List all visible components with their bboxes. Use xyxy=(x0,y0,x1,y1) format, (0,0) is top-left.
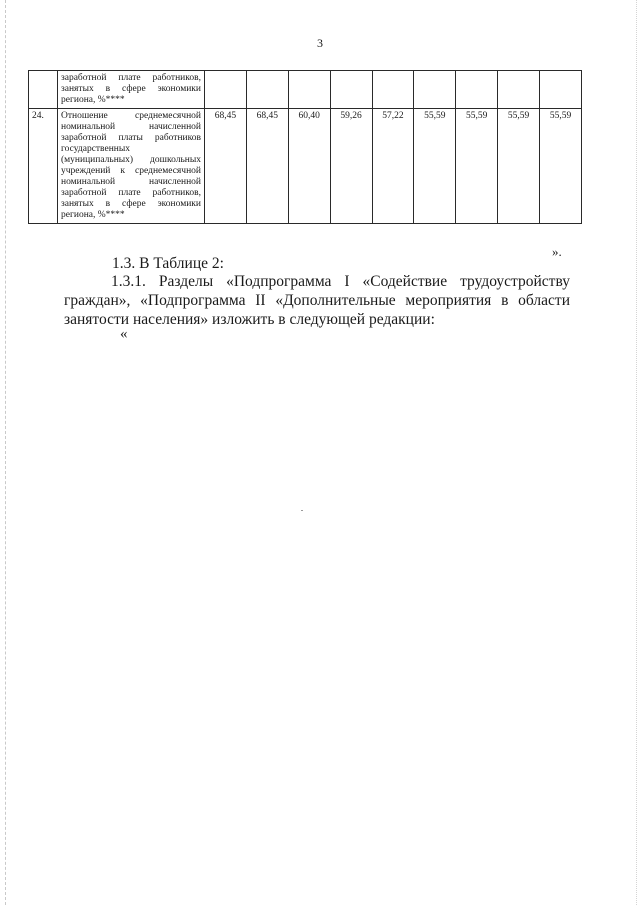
value-cell xyxy=(540,71,582,109)
section-heading-1-3: 1.3. В Таблице 2: xyxy=(112,255,224,272)
value-cell xyxy=(498,71,540,109)
value-cell: 68,45 xyxy=(205,109,247,224)
value-cell xyxy=(372,71,414,109)
page-number: 3 xyxy=(317,36,323,50)
value-cell xyxy=(205,71,247,109)
value-cell: 57,22 xyxy=(372,109,414,224)
value-cell xyxy=(456,71,498,109)
table-row xyxy=(29,109,582,224)
scan-edge-right xyxy=(636,0,638,905)
opening-quote: « xyxy=(120,326,128,342)
value-cell: 60,40 xyxy=(288,109,330,224)
value-cell: 59,26 xyxy=(330,109,372,224)
indicator-name-cell: Отношение среднемесячной номинальной начисленной заработной платы работников государственных (муниципальных) дошкольных учреждений к среднемесячной номинальной начисленной заработной плате работников, занятых в сфере экономики региона, %**** xyxy=(58,109,205,224)
row-number-cell xyxy=(29,71,58,109)
value-cell xyxy=(414,71,456,109)
value-cell: 55,59 xyxy=(414,109,456,224)
value-cell xyxy=(288,71,330,109)
value-cell: 55,59 xyxy=(540,109,582,224)
paragraph-line: 1.3.1. Разделы «Подпрограмма I «Содействие трудоустройству xyxy=(111,273,570,290)
value-cell xyxy=(246,71,288,109)
value-cell: 55,59 xyxy=(456,109,498,224)
scan-speck xyxy=(301,510,303,511)
paragraph-line: занятости населения» изложить в следующей редакции: xyxy=(64,311,435,328)
scan-edge-left xyxy=(5,0,7,905)
table-closing-quote: ». xyxy=(552,244,562,259)
indicators-table xyxy=(28,70,582,224)
row-number-cell: 24. xyxy=(29,109,58,224)
indicator-name-cell: заработной плате работников, занятых в сфере экономики региона, %**** xyxy=(58,71,205,109)
paragraph-1-3-1 xyxy=(64,272,570,329)
paragraph-line: граждан», «Подпрограмма II «Дополнительные мероприятия в области xyxy=(64,292,570,309)
table-row xyxy=(29,71,582,109)
value-cell: 68,45 xyxy=(246,109,288,224)
value-cell xyxy=(330,71,372,109)
value-cell: 55,59 xyxy=(498,109,540,224)
